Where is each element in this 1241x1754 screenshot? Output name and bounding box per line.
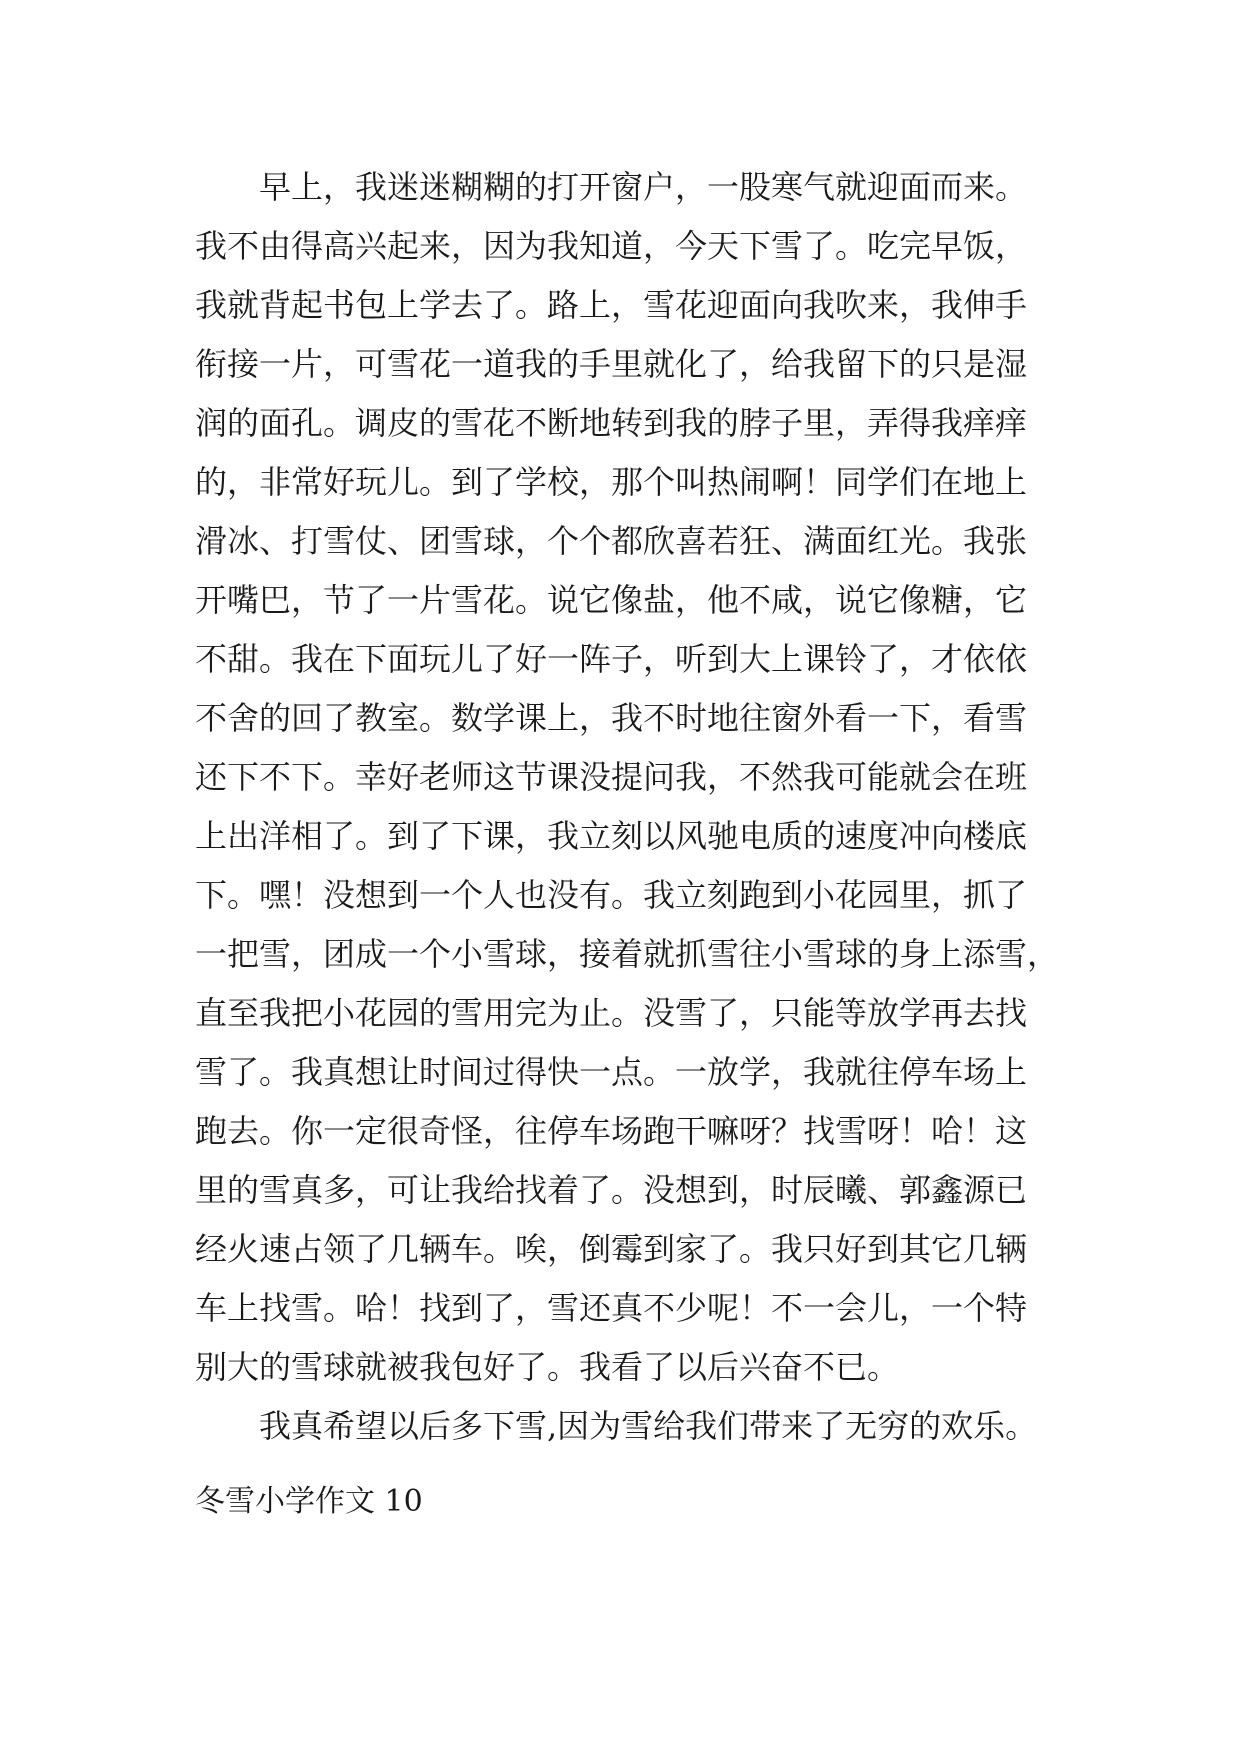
paragraph-line: 不甜。我在下面玩儿了好一阵子，听到大上课铃了，才依依 [195, 640, 1028, 678]
paragraph-line: 还下不下。幸好老师这节课没提问我，不然我可能就会在班 [195, 758, 1028, 796]
essay-body [195, 158, 1060, 1456]
paragraph-line: 早上，我迷迷糊糊的打开窗户，一股寒气就迎面而来。 [259, 168, 1028, 206]
paragraph-line: 我就背起书包上学去了。路上，雪花迎面向我吹来，我伸手 [195, 286, 1028, 324]
closing-paragraph: 我真希望以后多下雪,因为雪给我们带来了无穷的欢乐。 [259, 1407, 1038, 1445]
paragraph-line: 滑冰、打雪仗、团雪球，个个都欣喜若狂、满面红光。我张 [195, 522, 1028, 560]
paragraph-line: 下。嘿！没想到一个人也没有。我立刻跑到小花园里，抓了 [195, 876, 1028, 914]
paragraph-line: 雪了。我真想让时间过得快一点。一放学，我就往停车场上 [195, 1053, 1028, 1091]
paragraph-line: 开嘴巴，节了一片雪花。说它像盐，他不咸，说它像糖，它 [195, 581, 1028, 619]
paragraph-line: 里的雪真多，可让我给找着了。没想到，时辰曦、郭鑫源已 [195, 1171, 1028, 1209]
paragraph-line: 我不由得高兴起来，因为我知道，今天下雪了。吃完早饭， [195, 227, 1028, 265]
section-heading: 冬雪小学作文 10 [195, 1484, 423, 1519]
paragraph-line: 经火速占领了几辆车。唉，倒霉到家了。我只好到其它几辆 [195, 1230, 1028, 1268]
paragraph-line: 上出洋相了。到了下课，我立刻以风驰电质的速度冲向楼底 [195, 817, 1028, 855]
paragraph-line: 衔接一片，可雪花一道我的手里就化了，给我留下的只是湿 [195, 345, 1028, 383]
paragraph-line: 不舍的回了教室。数学课上，我不时地往窗外看一下，看雪 [195, 699, 1028, 737]
paragraph-line: 车上找雪。哈！找到了，雪还真不少呢！不一会儿，一个特 [195, 1289, 1028, 1327]
paragraph-line: 跑去。你一定很奇怪，往停车场跑干嘛呀？找雪呀！哈！这 [195, 1112, 1028, 1150]
paragraph-line: 润的面孔。调皮的雪花不断地转到我的脖子里，弄得我痒痒 [195, 404, 1028, 442]
paragraph-line: 别大的雪球就被我包好了。我看了以后兴奋不已。 [195, 1348, 900, 1386]
paragraph-line: 直至我把小花园的雪用完为止。没雪了，只能等放学再去找 [195, 994, 1028, 1032]
paragraph-line: 一把雪，团成一个小雪球，接着就抓雪往小雪球的身上添雪， [195, 935, 1060, 973]
paragraph-line: 的，非常好玩儿。到了学校，那个叫热闹啊！同学们在地上 [195, 463, 1028, 501]
